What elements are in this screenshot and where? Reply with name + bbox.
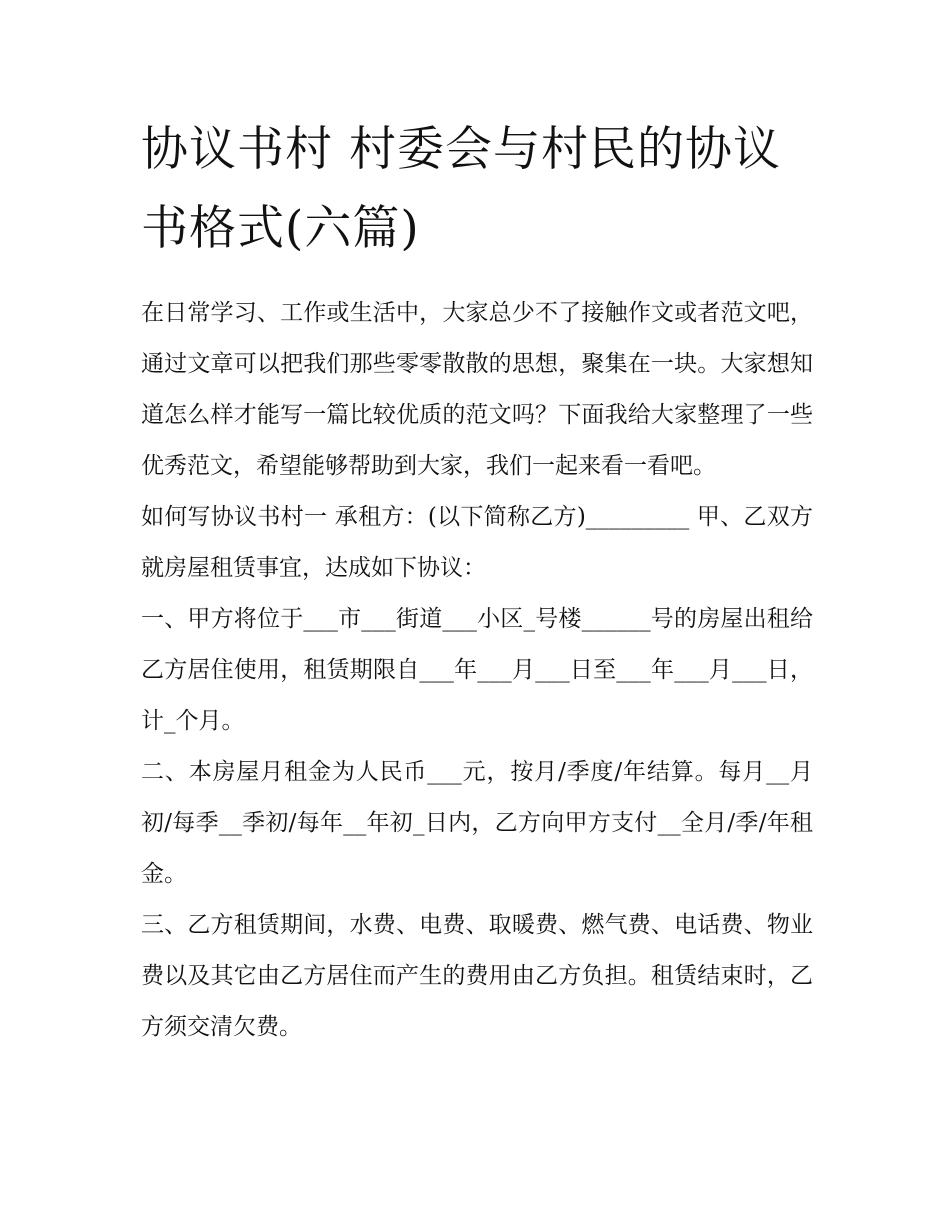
clause-three-paragraph: 三、乙方租赁期间，水费、电费、取暖费、燃气费、电话费、物业费以及其它由乙方居住而产生的费用由乙方负担。租赁结束时，乙方须交清欠费。 — [141, 912, 813, 1040]
document-title: 协议书村 村委会与村民的协议书格式(六篇) — [141, 122, 781, 256]
clause-two-paragraph: 二、本房屋月租金为人民币___元，按月/季度/年结算。每月__月初/每季__季初/每年__年初_日内，乙方向甲方支付__全月/季/年租金。 — [141, 759, 813, 887]
intro-paragraph: 在日常学习、工作或生活中，大家总少不了接触作文或者范文吧，通过文章可以把我们那些零零散散的思想，聚集在一块。大家想知道怎么样才能写一篇比较优质的范文吗？下面我给大家整理了一些优秀范文，希望能够帮助到大家，我们一起来看一看吧。 — [141, 300, 813, 479]
agreement-parties-paragraph: 如何写协议书村一 承租方：(以下简称乙方)_________ 甲、乙双方就房屋租赁事宜，达成如下协议： — [141, 504, 813, 581]
clause-one-paragraph: 一、甲方将位于___市___街道___小区_号楼______号的房屋出租给乙方居住使用，租赁期限自___年___月___日至___年___月___日，计_个月。 — [141, 606, 814, 734]
document-body — [141, 288, 814, 1053]
